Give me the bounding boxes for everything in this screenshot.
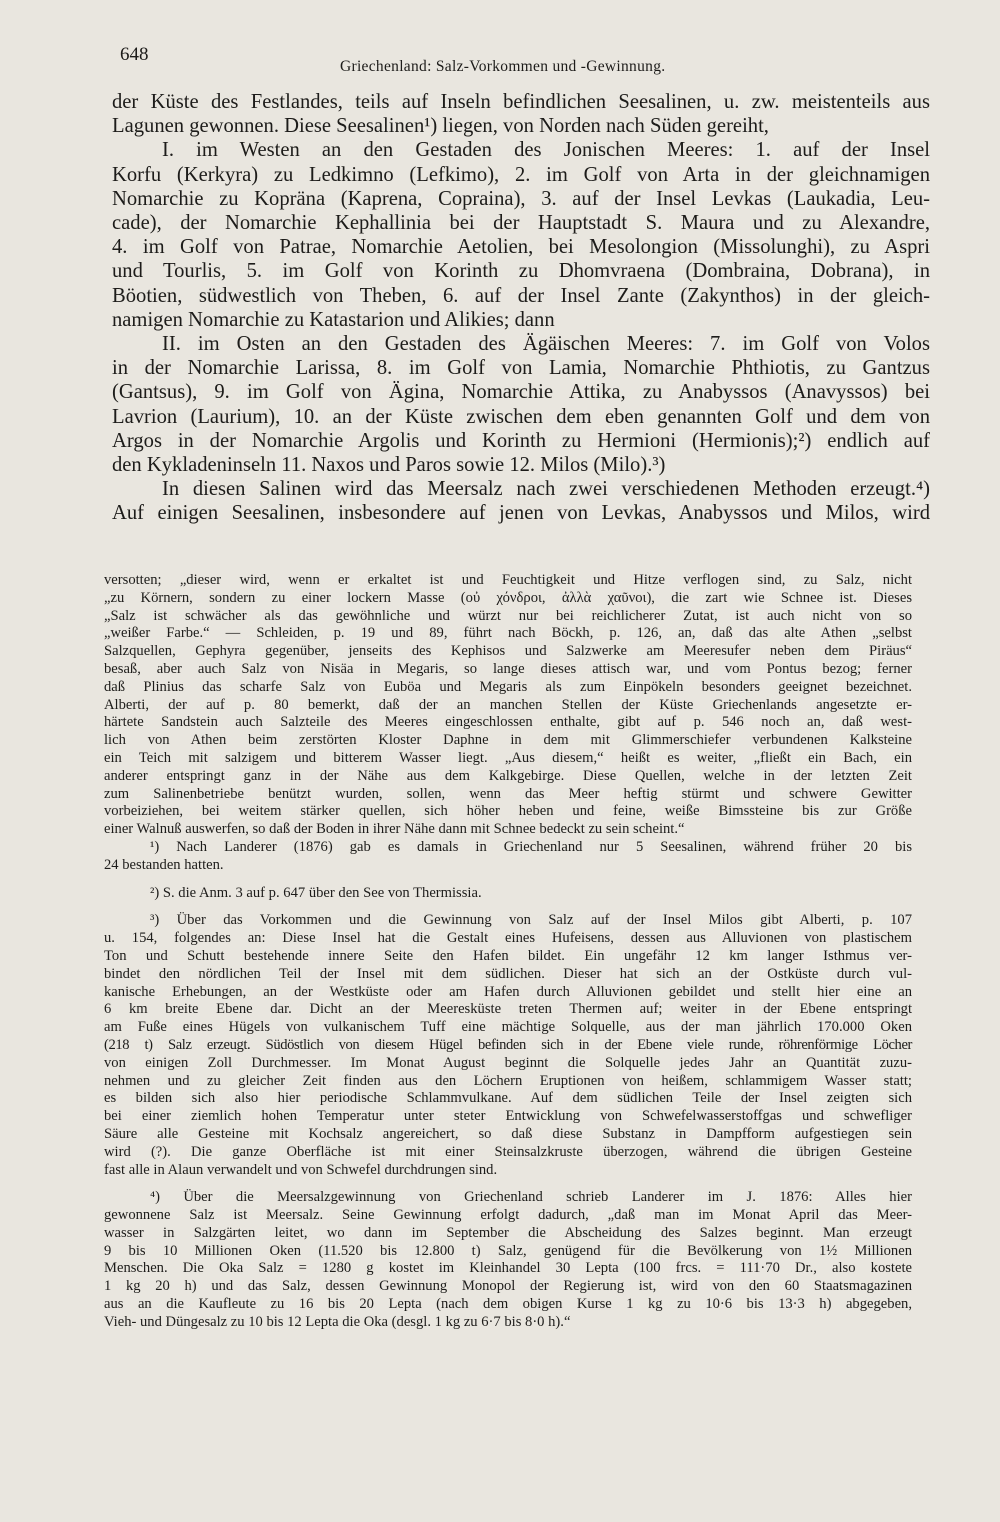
footnote-line: gewonnene Salz ist Meersalz. Seine Gewinnung erfolgt dadurch, „daß man im Monat April das Meer- xyxy=(104,1207,912,1224)
main-line: der Küste des Festlandes, teils auf Inseln befindlichen Seesalinen, u. zw. meistenteils aus xyxy=(112,91,930,113)
footnote-line: Alberti, der auf p. 80 bemerkt, daß der an manchen Stellen der Küste Griechenlands angesetzte er- xyxy=(104,696,912,713)
footnote-line: Menschen. Die Oka Salz = 1280 g kostet im Kleinhandel 30 Lepta (100 frcs. = 111·70 Dr., also kostete xyxy=(104,1260,912,1277)
footnote-line: vorbeiziehen, bei weitem stärker quellen, sich höher heben und feine, weiße Bimssteine bis zur Größe xyxy=(104,803,912,820)
footnote-line: ³) Über das Vorkommen und die Gewinnung von Salz auf der Insel Milos gibt Alberti, p. 107 xyxy=(150,912,912,929)
footnote-line: ein Teich mit salzigem und bitterem Wasser liegt. „Aus diesem,“ heißt es weiter, „fließt ein Bach, ein xyxy=(104,749,912,766)
footnote-line: „zu Körnern, sondern zu einer lockern Masse (οὐ χόνδροι, ἀλλὰ χαῦνοι), die zart wie Schnee ist. Dieses xyxy=(104,589,912,606)
main-line: Auf einigen Seesalinen, insbesondere auf jenen von Levkas, Anabyssos und Milos, wird xyxy=(112,502,930,525)
footnote-line: Vieh- und Düngesalz zu 10 bis 12 Lepta die Oka (desgl. 1 kg zu 6·7 bis 8·0 h).“ xyxy=(104,1313,571,1330)
main-line: Argos in der Nomarchie Argolis und Korinth zu Hermioni (Hermionis);²) endlich auf xyxy=(112,429,930,452)
main-line: (Gantsus), 9. im Golf von Ägina, Nomarchie Attika, zu Anabyssos (Anavyssos) bei xyxy=(112,381,930,404)
footnote-line: ¹) Nach Landerer (1876) gab es damals in Griechenland nur 5 Seesalinen, während früher 20 bis xyxy=(150,838,912,855)
footnote-line: fast alle in Alaun verwandelt und von Schwefel durchdrungen sind. xyxy=(104,1161,498,1178)
main-line: In diesen Salinen wird das Meersalz nach zwei verschiedenen Methoden erzeugt.⁴) xyxy=(162,478,930,501)
footnote-line: am Fuße eines Hügels von vulkanischem Tuff eine mächtige Solquelle, aus der man jährlich 170.000 Oken xyxy=(104,1019,912,1036)
main-line: Korfu (Kerkyra) zu Ledkimno (Lefkimo), 2. im Golf von Arta in der gleichnamigen xyxy=(112,163,930,186)
footnote-line: härtete Sandstein auch Salzteile des Meeres eingeschlossen enthalte, gibt auf p. 546 noch an, daß west- xyxy=(104,714,912,731)
footnote-line: „weißer Farbe.“ — Schleiden, p. 19 und 89, führt nach Böckh, p. 126, an, daß das alte Athen „selbst xyxy=(104,625,912,642)
footnote-line: bindet den nördlichen Teil der Insel mit dem südlichen. Dieser hat sich an der Ostküste durch vul- xyxy=(104,965,912,982)
footnote-line: Salzquellen, Gephyra gegenüber, jenseits des Kephisos und Salzwerke am Meeresufer neben dem Piräus“ xyxy=(104,643,912,660)
footnote-line: kanische Erhebungen, an der Westküste oder am Hafen durch Alluvionen gebildet und stellt hier eine an xyxy=(104,983,912,1000)
footnote-line: einer Walnuß auswerfen, so daß der Boden in ihrer Nähe dann mit Schnee bedeckt zu sein scheint.“ xyxy=(104,821,685,838)
footnote-line: bei einer ziemlich hohen Temperatur unter steter Entwicklung von Schwefelwasserstoffgas und schwefliger xyxy=(104,1108,912,1125)
running-title: Griechenland: Salz-Vorkommen und -Gewinnung. xyxy=(340,58,666,75)
main-line: und Tourlis, 5. im Golf von Korinth zu Dhomvraena (Dombraina, Dobrana), in xyxy=(112,260,930,283)
footnote-line: 6 km breite Ebene dar. Dicht an der Meeresküste treten Thermen auf; weiter in der Ebene entspringt xyxy=(104,1001,912,1018)
footnote-1 xyxy=(104,839,912,875)
main-line: Nomarchie zu Kopräna (Kaprena, Copraina), 3. auf der Insel Levkas (Laukadia, Leu- xyxy=(112,187,930,210)
footnote-continuation xyxy=(104,572,912,839)
footnote-line: 24 bestanden hatten. xyxy=(104,856,224,873)
main-line: namigen Nomarchie zu Katastarion und Alikies; dann xyxy=(112,308,555,331)
footnote-line: versotten; „dieser wird, wenn er erkaltet ist und Feuchtigkeit und Hitze verflogen sind, zu Salz, nicht xyxy=(104,572,912,588)
footnote-line: ⁴) Über die Meersalzgewinnung von Griechenland schrieb Landerer im J. 1876: Alles hier xyxy=(150,1189,912,1206)
main-line: 4. im Golf von Patrae, Nomarchie Aetolien, bei Mesolongion (Missolunghi), zu Aspri xyxy=(112,236,930,259)
footnote-line: aus an die Kaufleute zu 16 bis 20 Lepta (nach dem obigen Kurse 1 kg zu 10·6 bis 13·3 h) abgegeben, xyxy=(104,1296,912,1313)
main-text xyxy=(112,90,930,526)
footnote-line: daß Plinius das scharfe Salz von Euböa und Megaris als zum Einpökeln besonders geeignet bezeichnet. xyxy=(104,678,912,695)
footnote-line: u. 154, folgendes an: Diese Insel hat die Gestalt eines Hufeisens, dessen aus Alluvionen von plastischem xyxy=(104,930,912,947)
footnote-line: wasser in Salzgärten leitet, wo dann im September die Abscheidung des Salzes beginnt. Man erzeugt xyxy=(104,1224,912,1241)
footnote-2 xyxy=(104,885,912,903)
footnote-4 xyxy=(104,1189,912,1331)
main-line: Lavrion (Laurium), 10. an der Küste zwischen dem eben genannten Golf und dem von xyxy=(112,405,930,428)
footnote-line: lich von Athen beim zerstörten Kloster Daphne in dem mit Glimmerschiefer verbundenen Kalksteine xyxy=(104,732,912,749)
main-line: den Kykladeninseln 11. Naxos und Paros sowie 12. Milos (Milo).³) xyxy=(112,454,666,477)
main-line: I. im Westen an den Gestaden des Jonischen Meeres: 1. auf der Insel xyxy=(162,139,930,162)
main-line: cade), der Nomarchie Kephallinia bei der Hauptstadt S. Maura und zu Alexandre, xyxy=(112,212,930,235)
footnote-3 xyxy=(104,912,912,1179)
main-line: II. im Osten an den Gestaden des Ägäischen Meeres: 7. im Golf von Volos xyxy=(162,333,930,356)
footnote-line: von einigen Zoll Durchmesser. Im Monat August beginnt die Solquelle jedes Jahr an Quantität zuzu- xyxy=(104,1054,912,1071)
footnote-line: Ton und Schutt bestehende innere Seite den Hafen bildet. Ein ungefähr 12 km langer Isthmus ver- xyxy=(104,947,912,964)
footnote-line: besaß, aber auch Salz von Nisäa in Megaris, so lange dieses attisch war, und vom Pontus bezog; ferner xyxy=(104,660,912,677)
footnote-line: „Salz ist schwächer als das gewöhnliche und würzt nur bei reichlicherer Zutat, ist auch nicht von so xyxy=(104,607,912,624)
page-number: 648 xyxy=(120,44,149,65)
main-line: Lagunen gewonnen. Diese Seesalinen¹) liegen, von Norden nach Süden gereiht, xyxy=(112,115,769,138)
main-line: in der Nomarchie Larissa, 8. im Golf von Lamia, Nomarchie Phthiotis, zu Gantzus xyxy=(112,357,930,380)
footnote-line: Säure alle Gesteine mit Kochsalz angereichert, so daß diese Substanz in Dampfform aufgestiegen sein xyxy=(104,1125,912,1142)
footnote-line: anderer entspringt ganz in der Nähe aus dem Kalkgebirge. Diese Quellen, welche in der letzten Zeit xyxy=(104,767,912,784)
footnote-line: (218 t) Salz erzeugt. Südöstlich von diesem Hügel befinden sich in der Ebene viele runde, röhrenförmige Löcher xyxy=(104,1036,912,1053)
footnote-line: 1 kg 20 h) und das Salz, dessen Gewinnung Monopol der Regierung ist, wird von den 60 Staatsmagazinen xyxy=(104,1278,912,1295)
footnote-line: es bilden sich also hier periodische Schlammvulkane. Auf dem südlichen Teile der Insel zeigten sich xyxy=(104,1090,912,1107)
footnote-line: 9 bis 10 Millionen Oken (11.520 bis 12.800 t) Salz, genügend für die Bevölkerung von 1½ Millionen xyxy=(104,1242,912,1259)
footnote-line: ²) S. die Anm. 3 auf p. 647 über den See von Thermissia. xyxy=(150,884,482,901)
footnotes xyxy=(104,572,912,1332)
main-line: Böotien, südwestlich von Theben, 6. auf der Insel Zante (Zakynthos) in der gleich- xyxy=(112,284,930,307)
footnote-line: zum Salinenbetriebe benützt wurden, sollen, wenn das Meer heftig stürmt und schwere Gewitter xyxy=(104,785,912,802)
footnote-line: nehmen und zu gleicher Zeit finden aus den Löchern Eruptionen von heißem, schlammigem Wasser statt; xyxy=(104,1072,912,1089)
footnote-line: wird (?). Die ganze Oberfläche ist mit einer Steinsalzkruste überzogen, während die übrigen Gesteine xyxy=(104,1143,912,1160)
